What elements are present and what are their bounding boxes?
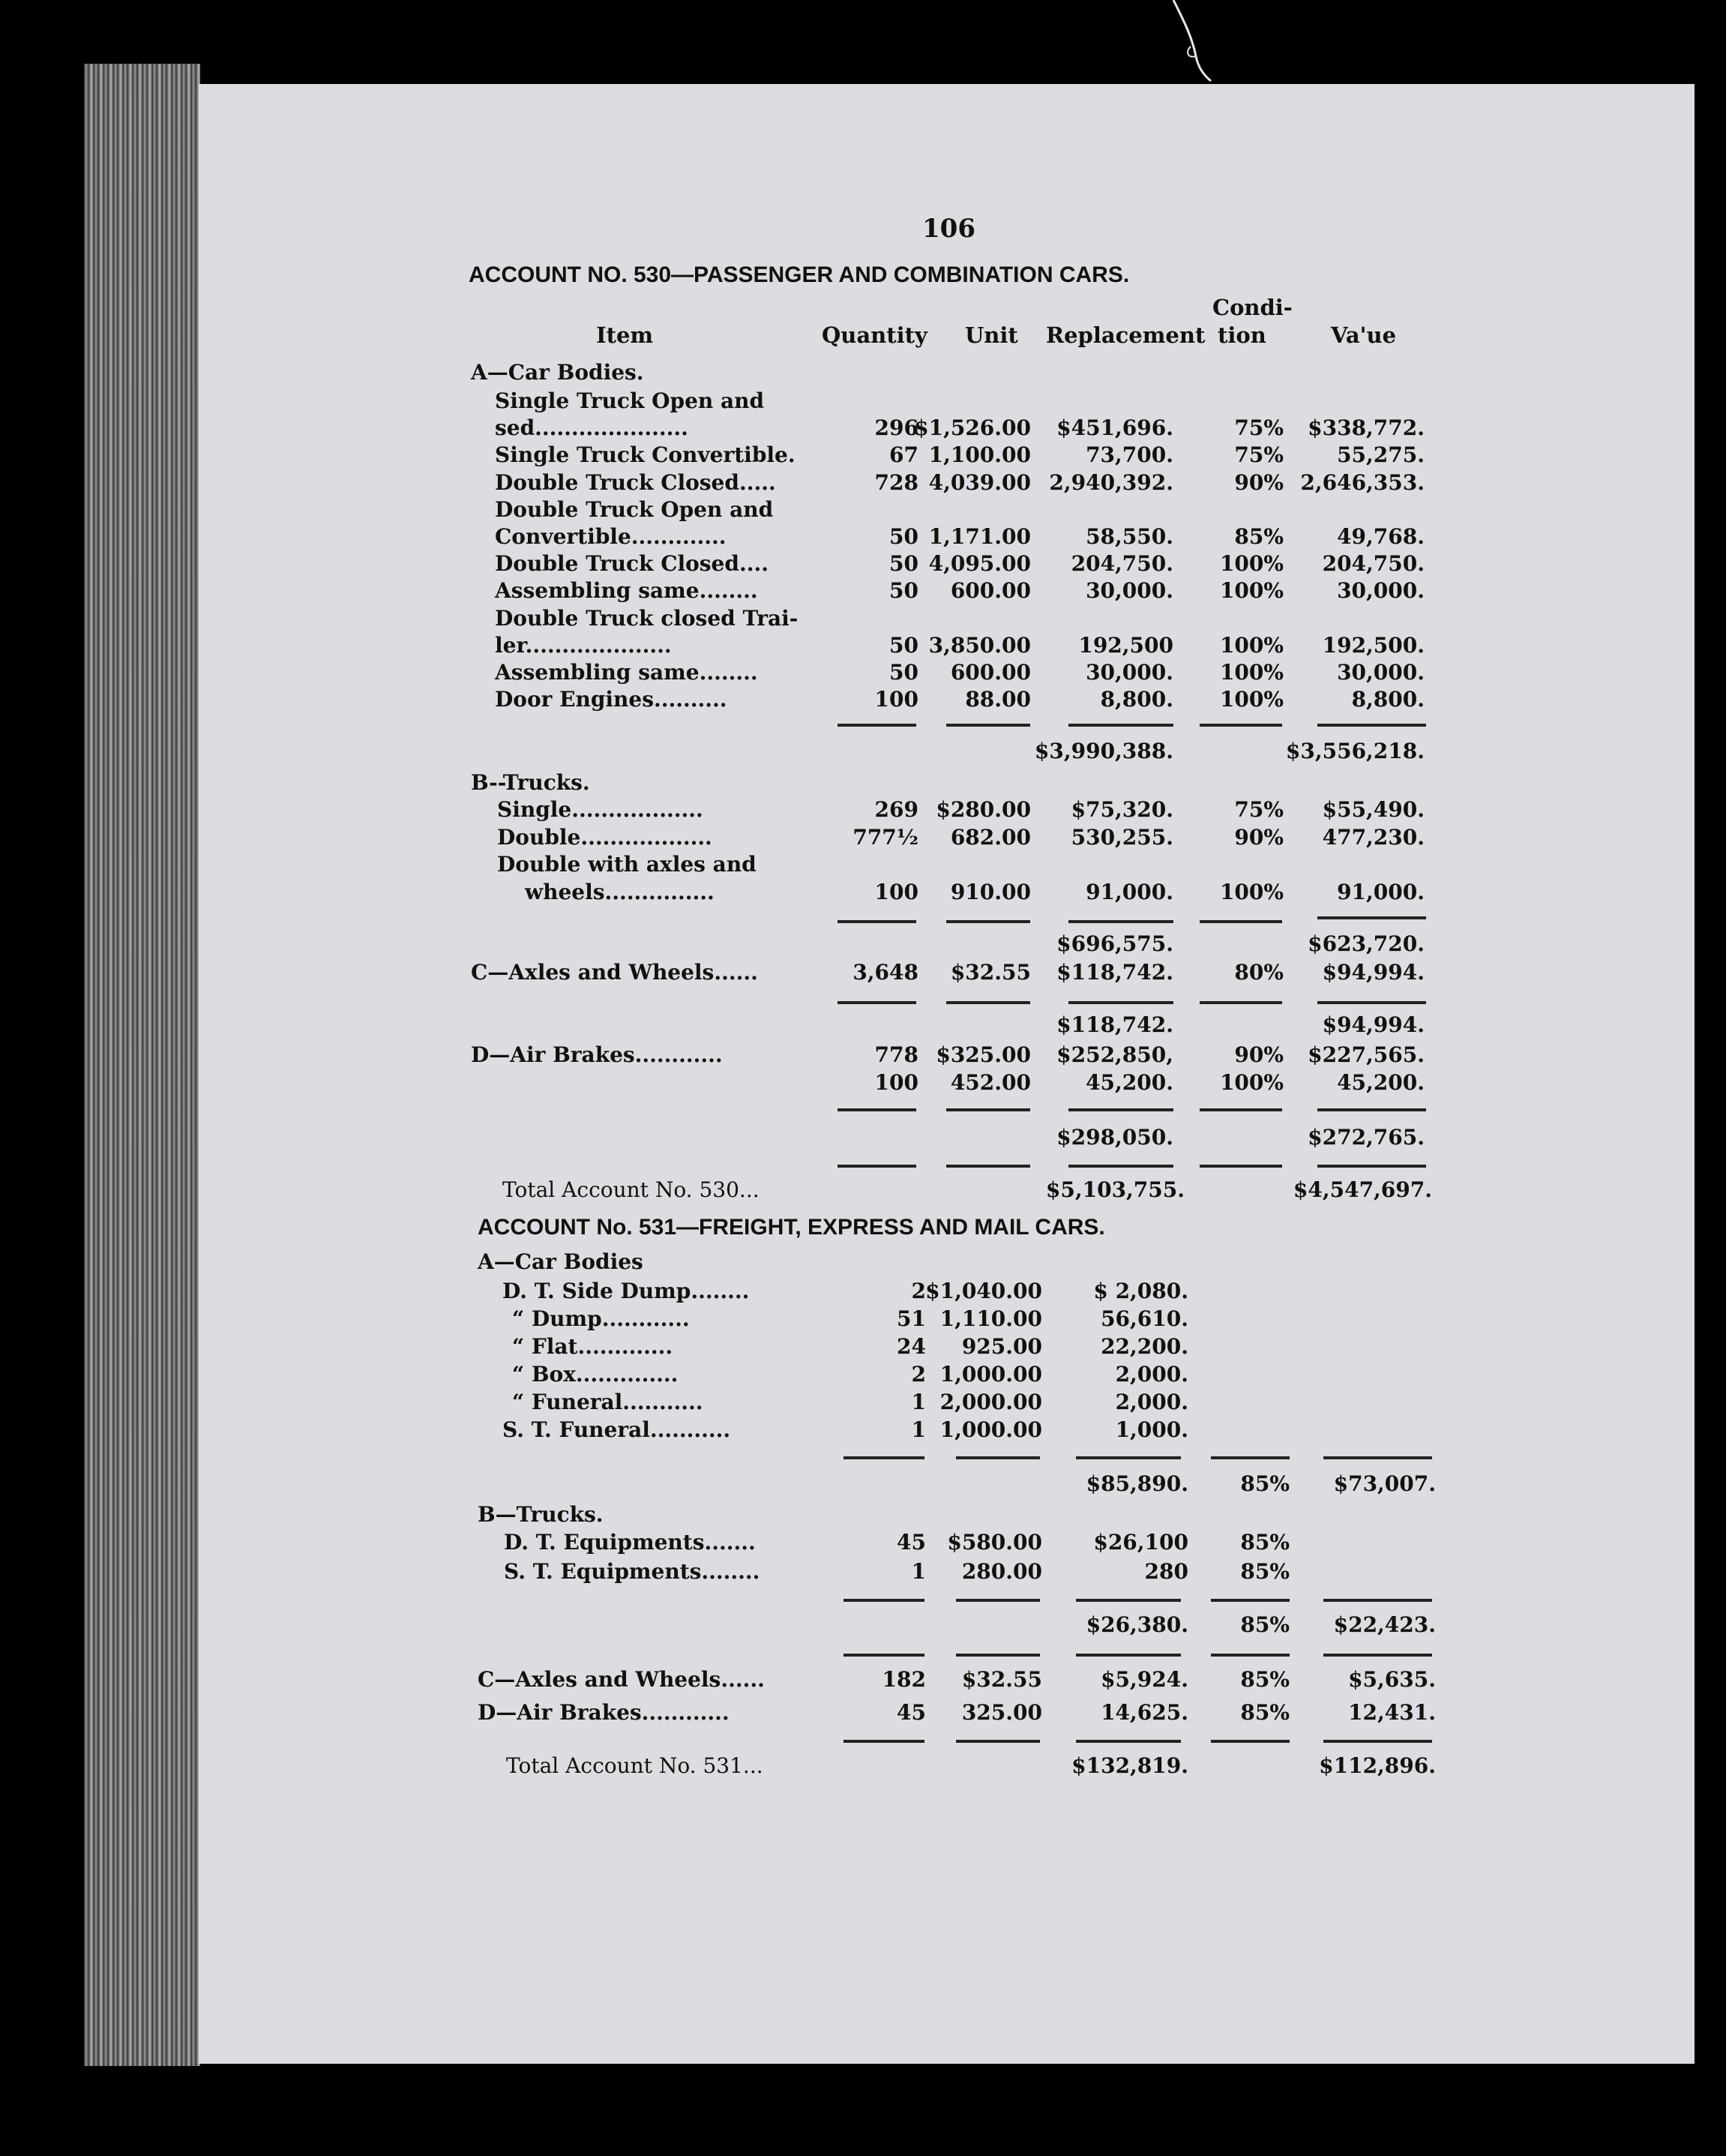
cell-unit: $1,040.00 — [925, 1279, 1042, 1303]
rule-line — [1317, 916, 1426, 919]
table-row — [0, 687, 1726, 714]
rule-line — [1076, 1740, 1181, 1743]
rule-line — [844, 1740, 924, 1743]
cell-unit: $325.00 — [936, 1042, 1031, 1067]
page-number: 106 — [922, 214, 975, 244]
rule-line — [956, 1456, 1040, 1459]
cell-rep: $26,100 — [1093, 1530, 1188, 1555]
cell-rep: $252,850, — [1056, 1042, 1173, 1067]
cell-unit: 2,000.00 — [939, 1390, 1042, 1414]
rule-line — [1068, 724, 1173, 727]
rule-line — [1200, 1001, 1282, 1004]
account-530-title: ACCOUNT NO. 530—PASSENGER AND COMBINATION CARS. — [469, 262, 1130, 287]
table-row — [0, 633, 1726, 660]
table-row — [0, 442, 1726, 469]
cell-cond: 90% — [1234, 1042, 1284, 1067]
table-row — [0, 825, 1726, 852]
cell-qty: 1 — [911, 1417, 926, 1442]
account-530-subtotal-a: $3,990,388. $3,556,218. — [1034, 739, 1425, 763]
table-row — [0, 1306, 1726, 1333]
cell-item: Double Truck Closed.... — [495, 551, 769, 577]
col-quantity: Quantity — [822, 322, 927, 348]
cell-unit: 3,850.00 — [928, 632, 1031, 658]
rule-line — [1323, 1654, 1432, 1657]
cell-qty: 50 — [889, 551, 918, 577]
cell-item: Single.................. — [497, 797, 703, 822]
cell-rep: 2,940,392. — [1049, 469, 1173, 495]
cell-unit: 4,039.00 — [928, 469, 1031, 495]
rule-line — [956, 1599, 1040, 1602]
cell-item: D—Air Brakes............ — [471, 1042, 723, 1067]
rule-line — [1200, 920, 1282, 923]
cell-qty: 100 — [874, 687, 918, 712]
cell-qty: 67 — [889, 442, 918, 468]
table-row — [0, 388, 1726, 415]
rule-line — [946, 1001, 1030, 1004]
rule-line — [1068, 920, 1173, 923]
cell-unit: $1,526.00 — [914, 415, 1031, 441]
rule-line — [1076, 1456, 1181, 1459]
rule-line — [946, 920, 1030, 923]
cell-unit: 910.00 — [950, 879, 1031, 904]
cell-cond: 100% — [1219, 551, 1284, 577]
table-row — [0, 1279, 1726, 1306]
binding-string-icon — [1170, 0, 1215, 82]
rule-line — [838, 1001, 916, 1004]
cell-item: wheels............... — [525, 879, 715, 904]
col-item: Item — [596, 322, 654, 348]
account-530-subtotal-d: $298,050. $272,765. — [1056, 1125, 1425, 1150]
cell-val: 204,750. — [1322, 551, 1425, 577]
rule-line — [1200, 1165, 1282, 1168]
cell-item: Single Truck Open and — [495, 388, 765, 413]
cell-item: S. T. Equipments........ — [504, 1559, 760, 1584]
cell-val: 477,230. — [1322, 824, 1425, 850]
cell-qty: 100 — [874, 1070, 918, 1095]
rule-line — [1317, 724, 1426, 727]
rule-line — [946, 1108, 1030, 1111]
cell-item: Double Truck closed Trai- — [495, 605, 799, 631]
cell-cond: 100% — [1219, 632, 1284, 658]
rule-line — [1076, 1654, 1181, 1657]
table-row — [0, 1559, 1726, 1586]
rule-line — [838, 1165, 916, 1168]
table-row — [0, 606, 1726, 633]
cell-unit: 600.00 — [950, 578, 1031, 604]
cell-rep: 2,000. — [1115, 1362, 1188, 1387]
table-row — [0, 551, 1726, 578]
cell-val: 91,000. — [1337, 879, 1425, 904]
section-a-car-bodies-531: A—Car Bodies — [478, 1249, 643, 1274]
account-531-row-d: D—Air Brakes............ 45 325.00 14,625. 85% 12,431. — [478, 1700, 1436, 1725]
rule-line — [844, 1456, 924, 1459]
cell-unit: 4,095.00 — [928, 551, 1031, 577]
cell-unit: $280.00 — [936, 797, 1031, 822]
rule-line — [1068, 1001, 1173, 1004]
cell-item: Double Truck Closed..... — [495, 469, 776, 495]
cell-item: Double.................. — [497, 824, 712, 850]
cell-rep: 192,500 — [1078, 632, 1173, 658]
cell-item: “ Box.............. — [512, 1362, 679, 1387]
table-row — [0, 1042, 1726, 1069]
account-530-row-c: C—Axles and Wheels...... 3,648 $32.55 $118,742. 80% $94,994. — [471, 960, 1425, 985]
account-531-row-c: C—Axles and Wheels...... 182 $32.55 $5,924. 85% $5,635. — [478, 1667, 1436, 1692]
cell-rep: 530,255. — [1071, 824, 1173, 850]
cell-item: sed..................... — [495, 415, 688, 441]
cell-cond: 75% — [1234, 797, 1284, 822]
cell-qty: 2 — [911, 1362, 926, 1387]
table-row — [0, 1390, 1726, 1417]
cell-qty: 51 — [897, 1306, 926, 1331]
cell-cond: 100% — [1219, 660, 1284, 685]
cell-val: $55,490. — [1322, 797, 1425, 822]
cell-unit: 280.00 — [961, 1559, 1042, 1584]
table-row — [0, 497, 1726, 524]
cell-qty: 777½ — [853, 824, 918, 850]
cell-qty: 100 — [874, 879, 918, 904]
rule-line — [1323, 1599, 1432, 1602]
table-row — [0, 1362, 1726, 1389]
cell-val: 55,275. — [1337, 442, 1425, 468]
table-row — [0, 524, 1726, 551]
account-531-subtotal-b: $26,380. 85% $22,423. — [1086, 1612, 1436, 1637]
rule-line — [956, 1740, 1040, 1743]
cell-val: $338,772. — [1308, 415, 1425, 441]
cell-cond: 100% — [1219, 879, 1284, 904]
account-531-total: Total Account No. 531... $132,819. $112,896. — [506, 1753, 1436, 1778]
cell-unit: 1,000.00 — [939, 1417, 1042, 1442]
cell-item: Convertible............. — [495, 524, 727, 549]
cell-unit: 452.00 — [950, 1070, 1031, 1095]
section-b-trucks-531: B—Trucks. — [478, 1502, 604, 1527]
cell-unit: 88.00 — [965, 687, 1031, 712]
cell-val: $227,565. — [1308, 1042, 1425, 1067]
rule-line — [838, 920, 916, 923]
cell-cond: 85% — [1240, 1530, 1290, 1555]
cell-qty: 50 — [889, 524, 918, 549]
cell-qty: 2 — [911, 1279, 926, 1303]
cell-cond: 90% — [1234, 469, 1284, 495]
cell-unit: 682.00 — [950, 824, 1031, 850]
cell-rep: 8,800. — [1100, 687, 1173, 712]
rule-line — [1211, 1654, 1290, 1657]
section-b-trucks: B--Trucks. — [471, 770, 590, 795]
cell-rep: 73,700. — [1086, 442, 1173, 468]
table-row — [0, 797, 1726, 824]
cell-cond: 90% — [1234, 824, 1284, 850]
cell-val: 45,200. — [1337, 1070, 1425, 1095]
cell-unit: 600.00 — [950, 660, 1031, 685]
cell-val: 30,000. — [1337, 578, 1425, 604]
rule-line — [1076, 1599, 1181, 1602]
rule-line — [1211, 1740, 1290, 1743]
cell-item: Assembling same........ — [495, 660, 758, 685]
col-unit: Unit — [965, 322, 1018, 348]
account-531-title: ACCOUNT No. 531—FREIGHT, EXPRESS AND MAIL CARS. — [478, 1215, 1105, 1240]
table-row — [0, 1070, 1726, 1097]
cell-item: Door Engines.......... — [495, 687, 727, 712]
cell-rep: 2,000. — [1115, 1390, 1188, 1414]
rule-line — [1068, 1108, 1173, 1111]
cell-rep: $451,696. — [1056, 415, 1173, 441]
cell-item: ler.................... — [495, 632, 672, 658]
cell-qty: 269 — [874, 797, 918, 822]
rule-line — [1317, 1165, 1426, 1168]
cell-item: D. T. Side Dump........ — [502, 1279, 750, 1303]
account-531-subtotal-a: $85,890. 85% $73,007. — [1086, 1471, 1436, 1496]
account-530-total: Total Account No. 530... $5,103,755. $4,547,697. — [502, 1177, 1432, 1202]
cell-unit: $580.00 — [947, 1530, 1042, 1555]
col-replacement: Replacement — [1046, 322, 1206, 348]
rule-line — [1211, 1456, 1290, 1459]
cell-rep: 1,000. — [1115, 1417, 1188, 1442]
cell-val: 8,800. — [1351, 687, 1425, 712]
cell-unit: 1,000.00 — [939, 1362, 1042, 1387]
cell-qty: 728 — [874, 469, 918, 495]
table-row — [0, 1530, 1726, 1557]
table-row — [0, 415, 1726, 442]
cell-val: 30,000. — [1337, 660, 1425, 685]
cell-rep: 204,750. — [1071, 551, 1173, 577]
cell-item: “ Flat............. — [512, 1334, 673, 1359]
cell-rep: 280 — [1144, 1559, 1188, 1584]
table-row — [0, 1417, 1726, 1444]
cell-cond: 85% — [1240, 1559, 1290, 1584]
rule-line — [946, 724, 1030, 727]
account-530-subtotal-c: $118,742. $94,994. — [1056, 1012, 1425, 1037]
cell-qty: 24 — [897, 1334, 926, 1359]
cell-qty: 50 — [889, 578, 918, 604]
cell-val: 2,646,353. — [1300, 469, 1425, 495]
cell-item: Double with axles and — [497, 852, 757, 877]
rule-line — [956, 1654, 1040, 1657]
table-row — [0, 578, 1726, 605]
cell-unit: 925.00 — [961, 1334, 1042, 1359]
cell-cond: 100% — [1219, 687, 1284, 712]
table-row — [0, 470, 1726, 497]
cell-qty: 1 — [911, 1559, 926, 1584]
cell-cond: 75% — [1234, 415, 1284, 441]
cell-item: Assembling same........ — [495, 578, 758, 604]
cell-qty: 1 — [911, 1390, 926, 1414]
rule-line — [1317, 1108, 1426, 1111]
cell-qty: 45 — [897, 1530, 926, 1555]
cell-item: Single Truck Convertible. — [495, 442, 796, 468]
cell-item: S. T. Funeral........... — [502, 1417, 731, 1442]
col-value: Va'ue — [1331, 322, 1397, 348]
cell-cond: 100% — [1219, 1070, 1284, 1095]
cell-rep: $ 2,080. — [1093, 1279, 1188, 1303]
cell-unit: 1,110.00 — [939, 1306, 1042, 1331]
rule-line — [946, 1165, 1030, 1168]
cell-cond: 85% — [1234, 524, 1284, 549]
rule-line — [844, 1599, 924, 1602]
cell-qty: 50 — [889, 660, 918, 685]
cell-cond: 100% — [1219, 578, 1284, 604]
rule-line — [1323, 1740, 1432, 1743]
table-row — [0, 1334, 1726, 1361]
cell-qty: 50 — [889, 632, 918, 658]
rule-line — [1323, 1456, 1432, 1459]
rule-line — [838, 724, 916, 727]
cell-item: “ Funeral........... — [512, 1390, 703, 1414]
col-condition-top: Condi- — [1212, 295, 1293, 320]
cell-val: 192,500. — [1322, 632, 1425, 658]
cell-rep: 30,000. — [1086, 660, 1173, 685]
cell-unit: 1,100.00 — [928, 442, 1031, 468]
cell-rep: 91,000. — [1086, 879, 1173, 904]
rule-line — [1068, 1165, 1173, 1168]
table-row — [0, 880, 1726, 907]
cell-rep: 56,610. — [1101, 1306, 1188, 1331]
cell-rep: 45,200. — [1086, 1070, 1173, 1095]
cell-rep: $75,320. — [1071, 797, 1173, 822]
table-row — [0, 660, 1726, 687]
table-row — [0, 852, 1726, 879]
rule-line — [844, 1654, 924, 1657]
cell-item: “ Dump............ — [512, 1306, 690, 1331]
rule-line — [838, 1108, 916, 1111]
rule-line — [1200, 724, 1282, 727]
cell-unit: 1,171.00 — [928, 524, 1031, 549]
cell-cond: 75% — [1234, 442, 1284, 468]
cell-rep: 22,200. — [1101, 1334, 1188, 1359]
cell-val: 49,768. — [1337, 524, 1425, 549]
cell-rep: 30,000. — [1086, 578, 1173, 604]
cell-item: Double Truck Open and — [495, 496, 774, 522]
rule-line — [1317, 1001, 1426, 1004]
cell-qty: 296 — [874, 415, 918, 441]
rule-line — [1200, 1108, 1282, 1111]
cell-item: D. T. Equipments....... — [504, 1530, 756, 1555]
cell-rep: 58,550. — [1086, 524, 1173, 549]
cell-qty: 778 — [874, 1042, 918, 1067]
section-a-car-bodies: A—Car Bodies. — [471, 360, 644, 385]
account-530-subtotal-b: $696,575. $623,720. — [1056, 931, 1425, 956]
rule-line — [1211, 1599, 1290, 1602]
col-condition-bottom: tion — [1218, 322, 1266, 348]
